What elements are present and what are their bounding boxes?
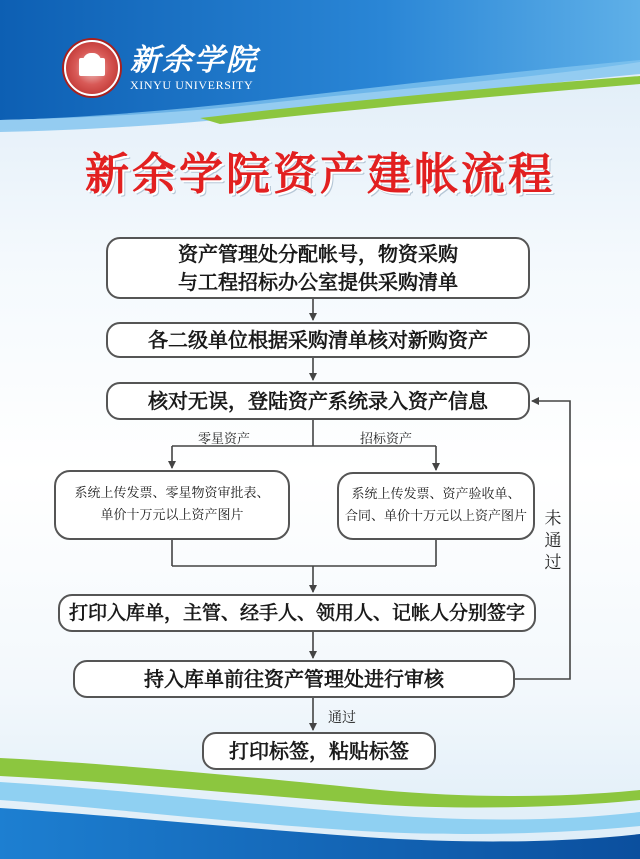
step-upload-scattered-docs	[54, 470, 290, 540]
step1-line2: 与工程招标办公室提供采购清单	[178, 270, 458, 294]
brand-text	[130, 44, 258, 93]
brand-name-cn: 新余学院	[130, 42, 258, 78]
right-branch-line2: 合同、单价十万元以上资产图片	[344, 509, 527, 524]
brand-name-en: XINYU UNIVERSITY	[130, 77, 254, 92]
step-print-warehouse-receipt	[58, 594, 536, 632]
fail-label: 未通过	[544, 509, 562, 573]
step-upload-tendered-docs	[337, 472, 535, 540]
page-title: 新余学院资产建帐流程	[85, 149, 555, 200]
left-branch-line1: 系统上传发票、零星物资审批表、	[74, 486, 270, 501]
university-logo	[64, 40, 258, 96]
header	[0, 0, 640, 130]
step2-text: 各二级单位根据采购清单核对新购资产	[148, 328, 488, 352]
step-print-labels	[202, 732, 436, 770]
step1-line1: 资产管理处分配帐号，物资采购	[178, 242, 458, 266]
step7-text: 打印标签，粘贴标签	[229, 739, 409, 763]
step-submit-for-review	[73, 660, 515, 698]
step3-text: 核对无误，登陆资产系统录入资产信息	[148, 389, 488, 413]
step6-text: 持入库单前往资产管理处进行审核	[144, 667, 444, 691]
step5-text: 打印入库单，主管、经手人、领用人、记帐人分别签字	[68, 602, 525, 624]
step-enter-asset-info	[106, 382, 530, 420]
branch-label-scattered-assets: 零星资产	[198, 432, 251, 447]
pass-label: 通过	[328, 710, 356, 726]
branch-label-tendered-assets: 招标资产	[360, 432, 413, 447]
step-assign-accounts	[106, 237, 530, 299]
university-seal-icon	[64, 40, 120, 96]
left-branch-line2: 单价十万元以上资产图片	[100, 508, 244, 523]
right-branch-line1: 系统上传发票、资产验收单、	[351, 487, 521, 502]
step-verify-assets	[106, 322, 530, 358]
